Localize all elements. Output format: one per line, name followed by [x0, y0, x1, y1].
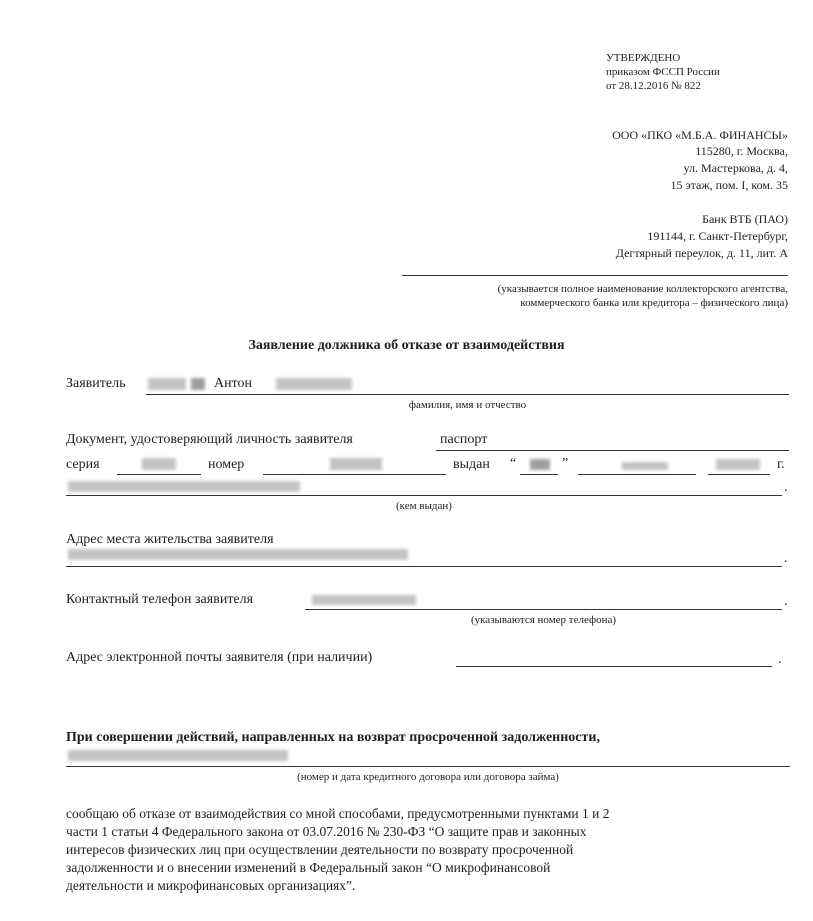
agency-address-3: 15 этаж, пом. I, ком. 35	[670, 178, 788, 192]
recipient-hint-1: (указывается полное наименование коллекторского агентства,	[497, 283, 788, 295]
series-label: серия	[66, 457, 100, 472]
approval-title: УТВЕРЖДЕНО	[606, 52, 681, 64]
redacted-number	[330, 458, 382, 470]
agency-address-1: 115280, г. Москва,	[695, 144, 788, 158]
contract-line[interactable]	[66, 766, 790, 767]
page-title: Заявление должника об отказе от взаимодействия	[248, 338, 565, 353]
redacted-month	[622, 462, 668, 470]
redacted-day	[530, 459, 550, 470]
statement-line-3: интересов физических лиц при осуществлении деятельности по возврату просроченной	[66, 842, 574, 857]
statement-line-5: деятельности и микрофинансовых организациях”.	[66, 878, 356, 893]
redacted-contract	[68, 750, 288, 761]
address-dot: .	[784, 551, 788, 566]
redacted-phone	[312, 595, 416, 605]
approval-order: приказом ФССП России	[606, 66, 720, 78]
issued-by-dot: .	[784, 480, 788, 495]
quote-close: ”	[562, 456, 569, 471]
issued-year-line[interactable]	[708, 474, 770, 475]
issued-label: выдан	[453, 457, 490, 472]
debt-heading: При совершении действий, направленных на возврат просроченной задолженности,	[66, 730, 600, 745]
issued-by-caption: (кем выдан)	[396, 500, 452, 512]
redacted-series	[142, 458, 176, 470]
number-label: номер	[208, 457, 245, 472]
document-label: Документ, удостоверяющий личность заявителя	[66, 432, 353, 447]
statement-line-4: задолженности и о внесении изменений в Федеральный закон “О микрофинансовой	[66, 860, 551, 875]
statement-line-2: части 1 статьи 4 Федерального закона от 03.07.2016 № 230-ФЗ “О защите прав и законных	[66, 824, 587, 839]
redacted-patronymic	[276, 378, 352, 390]
phone-caption: (указываются номер телефона)	[470, 614, 617, 626]
bank-address-1: 191144, г. Санкт-Петербург,	[647, 229, 788, 243]
number-line[interactable]	[263, 474, 446, 475]
applicant-first-name: Антон	[214, 376, 253, 391]
approval-date: от 28.12.2016 № 822	[606, 80, 701, 92]
phone-label: Контактный телефон заявителя	[66, 592, 254, 607]
year-suffix: г.	[777, 457, 785, 472]
redacted-year	[716, 459, 760, 470]
redacted-surname-2	[191, 378, 205, 390]
issued-day-line[interactable]	[520, 474, 558, 475]
address-line[interactable]	[66, 566, 782, 567]
bank-address-2: Дегтярный переулок, д. 11, лит. А	[615, 246, 788, 260]
document-type-value: паспорт	[440, 432, 488, 447]
phone-line[interactable]	[305, 609, 782, 610]
statement-line-1: сообщаю об отказе от взаимодействия со мной способами, предусмотренными пунктами 1 и 2	[66, 806, 610, 821]
contract-caption: (номер и дата кредитного договора или договора займа)	[297, 771, 559, 783]
series-line[interactable]	[117, 474, 201, 475]
recipient-underline	[402, 275, 788, 276]
document-type-line[interactable]	[436, 450, 789, 451]
address-label: Адрес места жительства заявителя	[66, 532, 274, 547]
agency-name: ООО «ПКО «М.Б.А. ФИНАНСЫ»	[612, 128, 788, 142]
bank-name: Банк ВТБ (ПАО)	[702, 212, 788, 226]
quote-open: “	[510, 456, 517, 471]
applicant-name-line[interactable]	[146, 394, 789, 395]
email-line[interactable]	[456, 666, 772, 667]
issued-by-line[interactable]	[66, 495, 782, 496]
statement-paragraph	[66, 805, 790, 895]
applicant-caption: фамилия, имя и отчество	[408, 399, 527, 411]
redacted-issued-by	[68, 481, 300, 492]
issued-month-line[interactable]	[578, 474, 696, 475]
redacted-address	[68, 549, 408, 560]
phone-dot: .	[784, 594, 788, 609]
applicant-label: Заявитель	[66, 376, 126, 391]
recipient-hint-2: коммерческого банка или кредитора – физического лица)	[520, 297, 788, 309]
email-label: Адрес электронной почты заявителя (при наличии)	[66, 650, 373, 665]
email-dot: .	[778, 652, 782, 667]
agency-address-2: ул. Мастеркова, д. 4,	[683, 161, 788, 175]
redacted-surname	[148, 378, 186, 390]
